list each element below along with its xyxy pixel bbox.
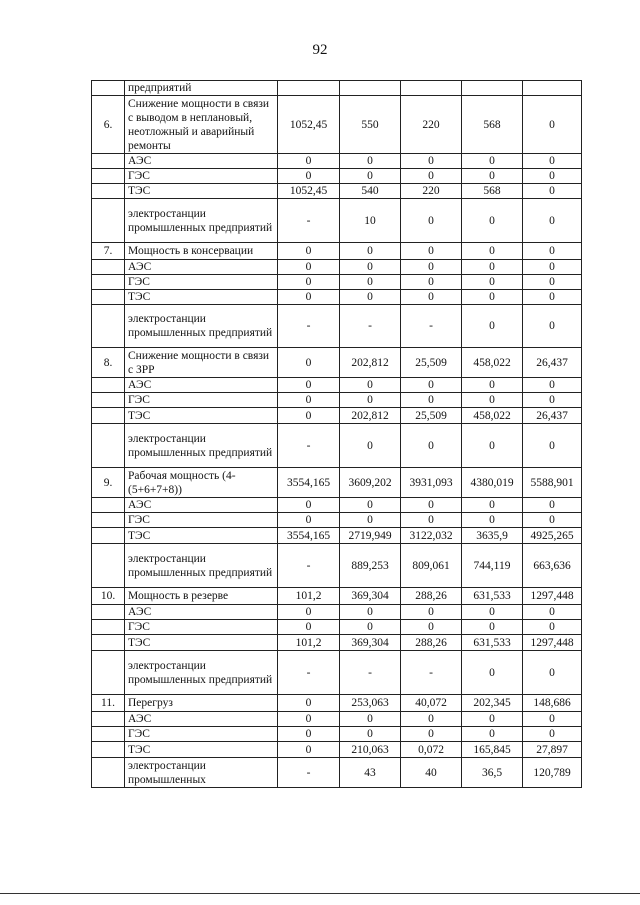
value-cell: 0 xyxy=(278,169,340,184)
row-label: Перегруз xyxy=(125,695,278,712)
table-row xyxy=(92,498,582,513)
value-cell: 0 xyxy=(340,393,401,408)
value-cell: 0 xyxy=(340,498,401,513)
row-label: электростанции промышленных предприятий xyxy=(125,424,278,468)
row-number xyxy=(92,184,125,199)
value-cell: 0 xyxy=(401,199,462,243)
row-number xyxy=(92,275,125,290)
value-cell: 3931,093 xyxy=(401,468,462,498)
value-cell: 0 xyxy=(401,424,462,468)
row-number xyxy=(92,260,125,275)
value-cell: 0 xyxy=(462,305,523,348)
table-row xyxy=(92,81,582,96)
value-cell: 25,509 xyxy=(401,408,462,424)
value-cell: 0 xyxy=(278,378,340,393)
table-row xyxy=(92,424,582,468)
value-cell: 889,253 xyxy=(340,544,401,588)
row-number xyxy=(92,651,125,695)
value-cell: 202,812 xyxy=(340,348,401,378)
value-cell xyxy=(340,81,401,96)
row-label: электростанции промышленных предприятий xyxy=(125,651,278,695)
value-cell: 0 xyxy=(401,260,462,275)
row-number xyxy=(92,154,125,169)
value-cell: 25,509 xyxy=(401,348,462,378)
value-cell: 0 xyxy=(462,169,523,184)
row-number xyxy=(92,712,125,727)
value-cell: 0 xyxy=(278,260,340,275)
row-number xyxy=(92,742,125,758)
value-cell: - xyxy=(401,305,462,348)
value-cell: 0 xyxy=(462,605,523,620)
row-label: Мощность в консервации xyxy=(125,243,278,260)
value-cell: 0 xyxy=(523,393,582,408)
row-label: ГЭС xyxy=(125,275,278,290)
value-cell: 0 xyxy=(462,154,523,169)
value-cell: 0 xyxy=(278,393,340,408)
value-cell: 2719,949 xyxy=(340,528,401,544)
value-cell: 0 xyxy=(523,169,582,184)
value-cell: 0 xyxy=(523,243,582,260)
value-cell: 202,812 xyxy=(340,408,401,424)
value-cell: 0 xyxy=(523,620,582,635)
value-cell: 0 xyxy=(401,605,462,620)
table-row xyxy=(92,742,582,758)
value-cell xyxy=(462,81,523,96)
value-cell: 0 xyxy=(340,513,401,528)
value-cell: 0 xyxy=(401,290,462,305)
row-label: АЭС xyxy=(125,378,278,393)
value-cell: 3635,9 xyxy=(462,528,523,544)
value-cell: 0 xyxy=(278,498,340,513)
table-row xyxy=(92,605,582,620)
value-cell: 3122,032 xyxy=(401,528,462,544)
row-number xyxy=(92,199,125,243)
value-cell: 36,5 xyxy=(462,758,523,788)
row-number xyxy=(92,290,125,305)
value-cell: - xyxy=(278,424,340,468)
data-table xyxy=(91,80,582,788)
value-cell: 0 xyxy=(401,513,462,528)
value-cell: 0 xyxy=(523,199,582,243)
value-cell: - xyxy=(340,305,401,348)
value-cell: 0 xyxy=(278,348,340,378)
value-cell: 0 xyxy=(523,727,582,742)
value-cell: 0 xyxy=(340,605,401,620)
row-number xyxy=(92,513,125,528)
row-number xyxy=(92,498,125,513)
table-row xyxy=(92,544,582,588)
value-cell: 0 xyxy=(462,290,523,305)
value-cell: 0 xyxy=(278,154,340,169)
value-cell: 369,304 xyxy=(340,635,401,651)
row-label: ГЭС xyxy=(125,620,278,635)
value-cell: 43 xyxy=(340,758,401,788)
value-cell: 0 xyxy=(523,154,582,169)
row-label: ТЭС xyxy=(125,184,278,199)
value-cell: 0 xyxy=(278,408,340,424)
value-cell: 0 xyxy=(401,275,462,290)
value-cell: 458,022 xyxy=(462,408,523,424)
row-number xyxy=(92,544,125,588)
value-cell: 0 xyxy=(462,727,523,742)
value-cell: 663,636 xyxy=(523,544,582,588)
value-cell: 0 xyxy=(462,393,523,408)
value-cell: 0 xyxy=(523,305,582,348)
value-cell: 568 xyxy=(462,184,523,199)
row-number xyxy=(92,727,125,742)
row-label: ТЭС xyxy=(125,742,278,758)
value-cell: 26,437 xyxy=(523,348,582,378)
value-cell: 0 xyxy=(401,620,462,635)
row-number: 7. xyxy=(92,243,125,260)
row-number xyxy=(92,758,125,788)
table-row xyxy=(92,727,582,742)
value-cell: 40,072 xyxy=(401,695,462,712)
row-number xyxy=(92,424,125,468)
value-cell: 0 xyxy=(278,290,340,305)
value-cell: 0 xyxy=(523,290,582,305)
value-cell: 0 xyxy=(523,424,582,468)
value-cell: 1052,45 xyxy=(278,184,340,199)
value-cell: 0 xyxy=(278,605,340,620)
value-cell: 0 xyxy=(278,243,340,260)
row-label: электростанции промышленных предприятий xyxy=(125,199,278,243)
value-cell: 0 xyxy=(278,695,340,712)
value-cell: 0 xyxy=(462,378,523,393)
value-cell: 0 xyxy=(340,154,401,169)
row-label: ТЭС xyxy=(125,408,278,424)
table-row xyxy=(92,651,582,695)
row-label: АЭС xyxy=(125,498,278,513)
value-cell: 3554,165 xyxy=(278,528,340,544)
row-label: ТЭС xyxy=(125,635,278,651)
value-cell: 0 xyxy=(462,513,523,528)
value-cell: 0 xyxy=(401,498,462,513)
value-cell: 550 xyxy=(340,96,401,154)
value-cell: 210,063 xyxy=(340,742,401,758)
row-label: АЭС xyxy=(125,260,278,275)
value-cell: 0 xyxy=(523,605,582,620)
value-cell: - xyxy=(278,651,340,695)
row-number xyxy=(92,169,125,184)
value-cell: 0 xyxy=(462,275,523,290)
value-cell: 0 xyxy=(523,712,582,727)
value-cell: 0 xyxy=(278,513,340,528)
row-label: АЭС xyxy=(125,712,278,727)
table-row xyxy=(92,468,582,498)
row-label: ТЭС xyxy=(125,528,278,544)
value-cell: 0 xyxy=(340,620,401,635)
value-cell: 0 xyxy=(523,275,582,290)
table-row xyxy=(92,695,582,712)
row-number: 6. xyxy=(92,96,125,154)
value-cell: 4380,019 xyxy=(462,468,523,498)
value-cell: 0 xyxy=(523,378,582,393)
value-cell: 3554,165 xyxy=(278,468,340,498)
value-cell: 0 xyxy=(401,378,462,393)
row-number xyxy=(92,393,125,408)
value-cell: 0 xyxy=(340,275,401,290)
value-cell: 0 xyxy=(340,712,401,727)
value-cell: 220 xyxy=(401,184,462,199)
row-label: предприятий xyxy=(125,81,278,96)
value-cell: - xyxy=(278,544,340,588)
value-cell: 0 xyxy=(340,424,401,468)
value-cell xyxy=(523,81,582,96)
value-cell: 369,304 xyxy=(340,588,401,605)
value-cell: 120,789 xyxy=(523,758,582,788)
value-cell: 0 xyxy=(340,290,401,305)
row-label: Мощность в резерве xyxy=(125,588,278,605)
value-cell: 0 xyxy=(340,378,401,393)
value-cell: - xyxy=(340,651,401,695)
value-cell: 101,2 xyxy=(278,588,340,605)
value-cell: 631,533 xyxy=(462,635,523,651)
row-label: ГЭС xyxy=(125,727,278,742)
value-cell: 26,437 xyxy=(523,408,582,424)
row-label: АЭС xyxy=(125,605,278,620)
table-row xyxy=(92,712,582,727)
row-number: 9. xyxy=(92,468,125,498)
row-number: 11. xyxy=(92,695,125,712)
value-cell: 27,897 xyxy=(523,742,582,758)
value-cell: 288,26 xyxy=(401,635,462,651)
table-row xyxy=(92,528,582,544)
value-cell: 0 xyxy=(401,727,462,742)
row-label: Рабочая мощность (4-(5+6+7+8)) xyxy=(125,468,278,498)
value-cell: 10 xyxy=(340,199,401,243)
value-cell: 0 xyxy=(523,260,582,275)
value-cell: 0 xyxy=(340,260,401,275)
value-cell: 0 xyxy=(340,727,401,742)
table-row xyxy=(92,588,582,605)
row-label: электростанции промышленных предприятий xyxy=(125,305,278,348)
table-row xyxy=(92,96,582,154)
value-cell: 1297,448 xyxy=(523,588,582,605)
table-row xyxy=(92,758,582,788)
value-cell: 0,072 xyxy=(401,742,462,758)
value-cell: 0 xyxy=(340,243,401,260)
value-cell: 4925,265 xyxy=(523,528,582,544)
value-cell: 0 xyxy=(278,712,340,727)
row-label: Снижение мощности в связи с выводом в неплановый, неотложный и аварийный ремонты xyxy=(125,96,278,154)
table-row xyxy=(92,305,582,348)
table-row xyxy=(92,154,582,169)
row-number xyxy=(92,620,125,635)
value-cell: 0 xyxy=(278,620,340,635)
value-cell: 0 xyxy=(523,184,582,199)
value-cell: 540 xyxy=(340,184,401,199)
value-cell: 809,061 xyxy=(401,544,462,588)
row-label: ГЭС xyxy=(125,393,278,408)
table-row xyxy=(92,348,582,378)
value-cell: 0 xyxy=(462,651,523,695)
value-cell: 1052,45 xyxy=(278,96,340,154)
table-row xyxy=(92,408,582,424)
value-cell: 165,845 xyxy=(462,742,523,758)
row-number xyxy=(92,81,125,96)
value-cell xyxy=(401,81,462,96)
value-cell: 458,022 xyxy=(462,348,523,378)
value-cell: 202,345 xyxy=(462,695,523,712)
value-cell: 0 xyxy=(523,498,582,513)
value-cell: 0 xyxy=(462,712,523,727)
row-number xyxy=(92,305,125,348)
value-cell: 0 xyxy=(462,498,523,513)
value-cell: 0 xyxy=(523,651,582,695)
value-cell: 253,063 xyxy=(340,695,401,712)
bottom-rule xyxy=(0,893,640,894)
value-cell: 631,533 xyxy=(462,588,523,605)
value-cell: 0 xyxy=(462,243,523,260)
table-row xyxy=(92,199,582,243)
value-cell: 0 xyxy=(401,169,462,184)
value-cell: 0 xyxy=(278,742,340,758)
value-cell: - xyxy=(401,651,462,695)
table-row xyxy=(92,169,582,184)
value-cell: 0 xyxy=(340,169,401,184)
value-cell: - xyxy=(278,305,340,348)
value-cell: 0 xyxy=(462,424,523,468)
value-cell: 0 xyxy=(523,96,582,154)
row-number xyxy=(92,378,125,393)
value-cell: 744,119 xyxy=(462,544,523,588)
row-label: ГЭС xyxy=(125,513,278,528)
value-cell: 5588,901 xyxy=(523,468,582,498)
value-cell: 0 xyxy=(401,243,462,260)
table-row xyxy=(92,243,582,260)
value-cell: 101,2 xyxy=(278,635,340,651)
table-row xyxy=(92,378,582,393)
value-cell: 0 xyxy=(523,513,582,528)
table-row xyxy=(92,184,582,199)
row-number: 10. xyxy=(92,588,125,605)
value-cell: 40 xyxy=(401,758,462,788)
table-row xyxy=(92,275,582,290)
table-row xyxy=(92,260,582,275)
value-cell: - xyxy=(278,758,340,788)
table-row xyxy=(92,635,582,651)
value-cell: - xyxy=(278,199,340,243)
value-cell: 3609,202 xyxy=(340,468,401,498)
table-row xyxy=(92,393,582,408)
row-label: электростанции промышленных xyxy=(125,758,278,788)
table-row xyxy=(92,290,582,305)
row-label: ГЭС xyxy=(125,169,278,184)
row-number xyxy=(92,528,125,544)
page-number: 92 xyxy=(312,42,328,58)
row-number xyxy=(92,605,125,620)
value-cell: 0 xyxy=(462,620,523,635)
value-cell: 0 xyxy=(401,393,462,408)
table-row xyxy=(92,513,582,528)
value-cell: 0 xyxy=(401,712,462,727)
table-row xyxy=(92,620,582,635)
value-cell: 568 xyxy=(462,96,523,154)
value-cell: 220 xyxy=(401,96,462,154)
row-label: Снижение мощности в связи с ЗРР xyxy=(125,348,278,378)
value-cell: 0 xyxy=(401,154,462,169)
row-number: 8. xyxy=(92,348,125,378)
value-cell: 0 xyxy=(462,260,523,275)
value-cell: 0 xyxy=(278,275,340,290)
value-cell: 1297,448 xyxy=(523,635,582,651)
value-cell: 148,686 xyxy=(523,695,582,712)
row-label: АЭС xyxy=(125,154,278,169)
row-label: электростанции промышленных предприятий xyxy=(125,544,278,588)
row-number xyxy=(92,635,125,651)
row-label: ТЭС xyxy=(125,290,278,305)
value-cell: 288,26 xyxy=(401,588,462,605)
value-cell xyxy=(278,81,340,96)
value-cell: 0 xyxy=(462,199,523,243)
value-cell: 0 xyxy=(278,727,340,742)
row-number xyxy=(92,408,125,424)
